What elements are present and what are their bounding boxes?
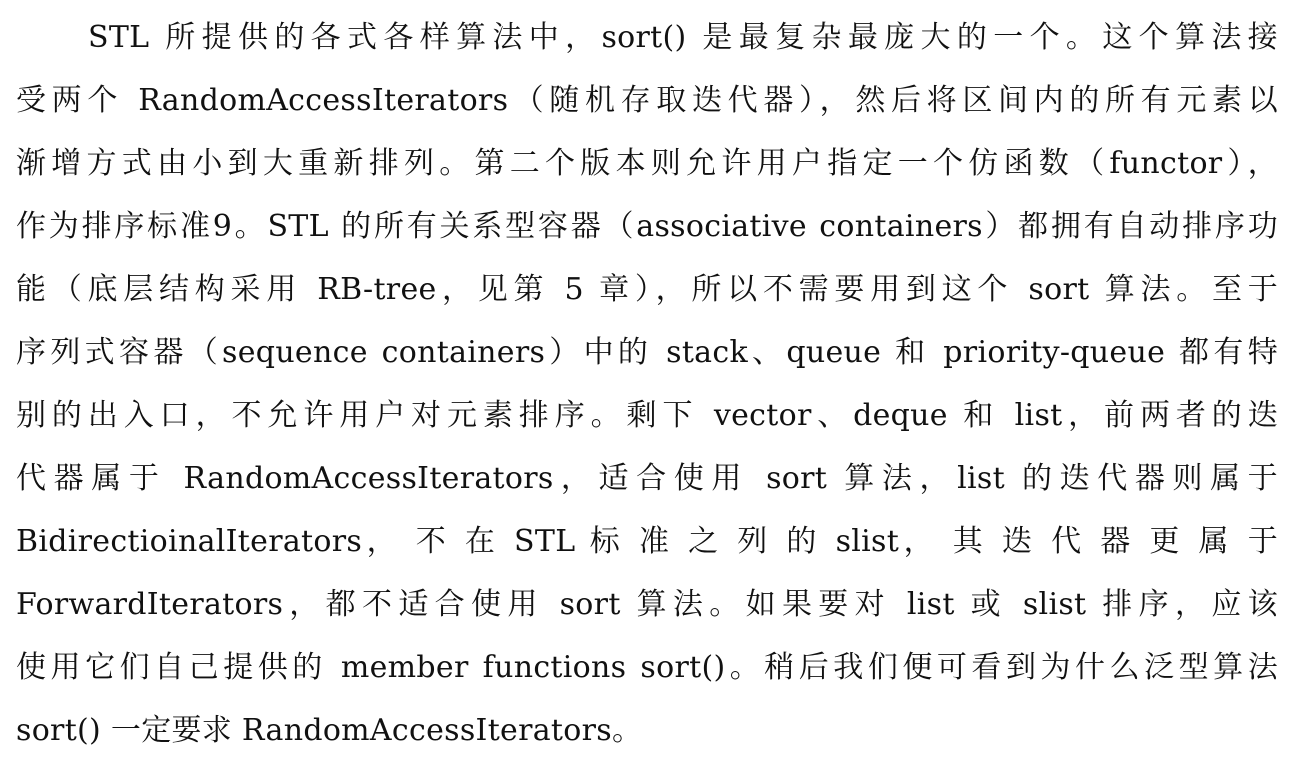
text-line-1: STL 所提供的各式各样算法中，sort() 是最复杂最庞大的一个。这个算法接 — [88, 20, 1278, 55]
text-line-11: 使用它们自己提供的 member functions sort()。稍后我们便可看到为什么泛型算法 — [16, 650, 1278, 685]
text-line-6: 序列式容器（sequence containers）中的 stack、queue 和 priority-queue 都有特 — [16, 335, 1278, 370]
text-line-5: 能（底层结构采用 RB-tree，见第 5 章），所以不需要用到这个 sort 算法。至于 — [16, 272, 1278, 307]
text-line-10: ForwardIterators，都不适合使用 sort 算法。如果要对 list 或 slist 排序，应该 — [16, 587, 1278, 622]
text-line-9: BidirectioinalIterators， 不 在 STL 标 准 之 列 的 slist， 其 迭 代 器 更 属 于 — [16, 524, 1278, 559]
text-line-8: 代器属于 RandomAccessIterators，适合使用 sort 算法，list 的迭代器则属于 — [16, 461, 1278, 496]
text-line-7: 别的出入口，不允许用户对元素排序。剩下 vector、deque 和 list，前两者的迭 — [16, 398, 1278, 433]
body-paragraph — [16, 6, 1278, 762]
text-line-3: 渐增方式由小到大重新排列。第二个版本则允许用户指定一个仿函数（functor）， — [16, 146, 1278, 181]
text-line-12: sort() 一定要求 RandomAccessIterators。 — [16, 713, 643, 748]
text-line-4: 作为排序标准9。STL 的所有关系型容器（associative containers）都拥有自动排序功 — [16, 209, 1278, 244]
text-line-2: 受两个 RandomAccessIterators（随机存取迭代器），然后将区间内的所有元素以 — [16, 83, 1278, 118]
